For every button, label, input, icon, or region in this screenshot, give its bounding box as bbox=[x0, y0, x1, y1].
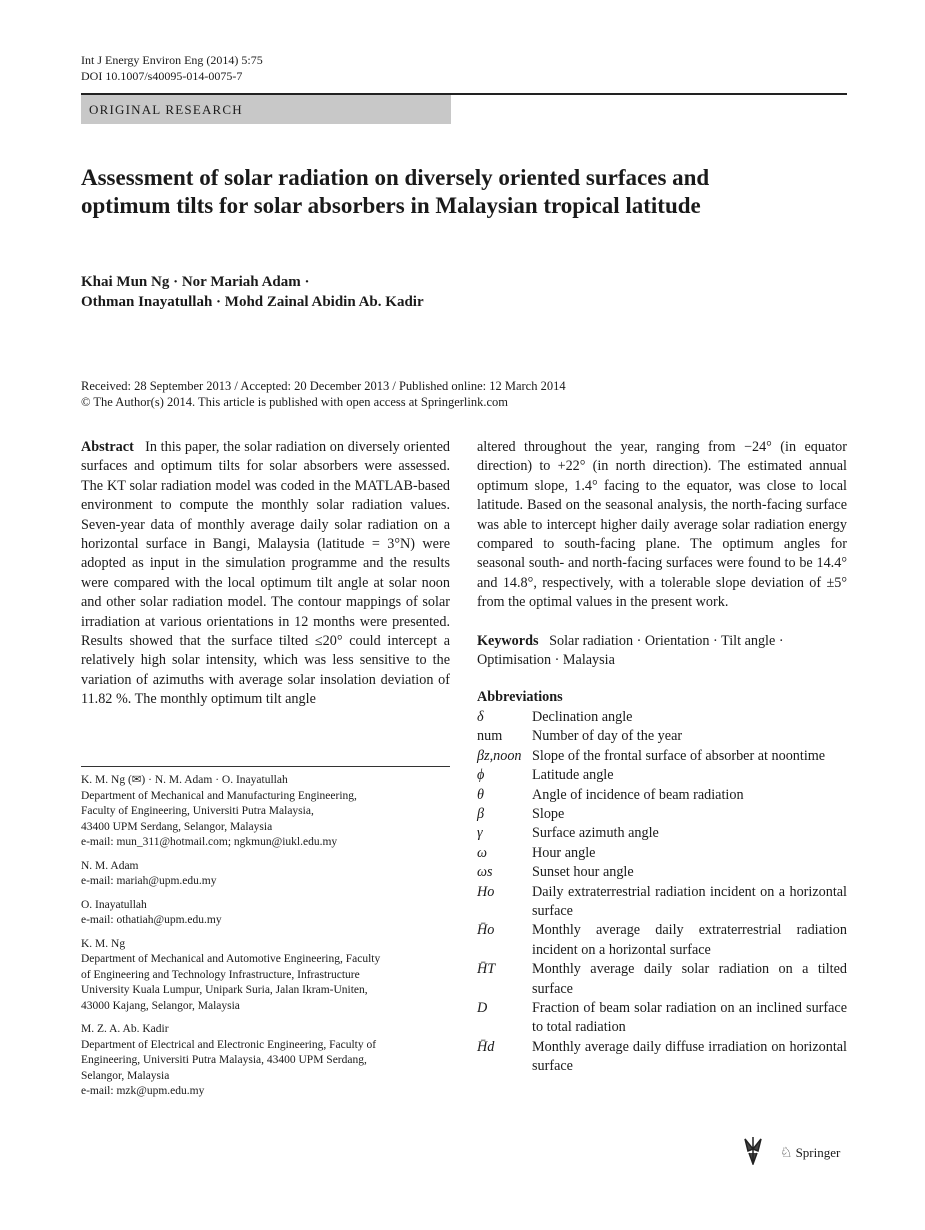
abbreviation-definition: Fraction of beam solar radiation on an inclined surface to total radiation bbox=[532, 999, 847, 1036]
affiliation-line: 43000 Kajang, Selangor, Malaysia bbox=[81, 999, 240, 1012]
abbreviation-symbol: H̄T bbox=[477, 961, 496, 978]
keywords-text: Solar radiation · Orientation · Tilt angle · Optimisation · Malaysia bbox=[477, 632, 784, 669]
abbreviation-definition: Latitude angle bbox=[532, 767, 614, 784]
abbreviation-symbol: β bbox=[477, 805, 485, 822]
abbreviation-row bbox=[477, 747, 847, 766]
abbreviation-row bbox=[477, 883, 847, 922]
affiliation-block bbox=[81, 1022, 450, 1100]
affiliation-line: Faculty of Engineering, Universiti Putra Malaysia, bbox=[81, 805, 314, 817]
abbreviation-symbol: γ bbox=[477, 825, 483, 842]
affiliation-line: Selangor, Malaysia bbox=[81, 1069, 170, 1082]
section-banner: ORIGINAL RESEARCH bbox=[81, 95, 451, 124]
affiliation-line: N. M. Adam bbox=[81, 859, 139, 872]
affiliation-block bbox=[81, 773, 450, 851]
affiliation-line: e-mail: othatiah@upm.edu.my bbox=[81, 914, 222, 926]
abstract-left bbox=[81, 438, 450, 710]
abbreviation-row bbox=[477, 766, 847, 785]
authors-line: Khai Mun Ng · Nor Mariah Adam · bbox=[81, 274, 310, 290]
abbreviation-row bbox=[477, 1038, 847, 1077]
abbreviation-row bbox=[477, 960, 847, 999]
affiliation-line: 43400 UPM Serdang, Selangor, Malaysia bbox=[81, 820, 273, 833]
abbreviation-definition: Monthly average daily solar radiation on a tilted surface bbox=[532, 961, 847, 997]
affiliation-line: M. Z. A. Ab. Kadir bbox=[81, 1023, 169, 1035]
abbreviation-symbol: βz,noon bbox=[477, 747, 522, 764]
abbreviation-symbol: δ bbox=[477, 708, 484, 725]
doi-line: DOI 10.1007/s40095-014-0075-7 bbox=[81, 69, 243, 83]
abbreviation-definition: Number of day of the year bbox=[532, 728, 683, 745]
abbreviation-symbol: Ho bbox=[477, 883, 495, 900]
affiliation-line: e-mail: mariah@upm.edu.my bbox=[81, 875, 217, 887]
abbreviation-definition: Monthly average daily diffuse irradiation on horizontal surface bbox=[532, 1038, 847, 1075]
abbreviation-row bbox=[477, 999, 847, 1038]
abbreviation-definition: Monthly average daily extraterrestrial radiation incident on a horizontal surface bbox=[532, 922, 847, 958]
right-column bbox=[477, 438, 847, 1077]
journal-line: Int J Energy Environ Eng (2014) 5:75 bbox=[81, 53, 263, 67]
abbreviation-symbol: H̄d bbox=[477, 1038, 495, 1055]
abbreviation-row bbox=[477, 844, 847, 863]
abbreviation-symbol: D bbox=[477, 999, 488, 1016]
abbreviation-definition: Slope of the frontal surface of absorber at noontime bbox=[532, 747, 826, 764]
abstract-label: Abstract bbox=[81, 439, 134, 455]
affiliation-line: K. M. Ng bbox=[81, 937, 126, 950]
journal-citation bbox=[81, 52, 263, 84]
abstract-continued: altered throughout the year, ranging from −24° (in equator direction) to +22° (in north direction). The estimated annual optimum slope, 1.4° facing to the equator, was close to local latitude. Based on the seasonal analysis, the north-facing surface was able to intercept higher daily average solar radiation energy compared to south-facing plane. The optimum angles for seasonal south- and north-facing surfaces were found to be 14.4° and 14.8°, respectively, with a tolerable slope deviation of ±5° from the optimal values in the present work. bbox=[477, 439, 847, 611]
abbreviation-row bbox=[477, 727, 847, 746]
affiliation-block bbox=[81, 898, 450, 929]
abbreviation-definition: Sunset hour angle bbox=[532, 864, 634, 881]
affiliation-line: e-mail: mzk@upm.edu.my bbox=[81, 1085, 205, 1097]
affiliation-block bbox=[81, 859, 450, 890]
abbreviation-symbol: ϕ bbox=[477, 767, 485, 784]
abbreviation-row bbox=[477, 786, 847, 805]
affiliation-line: e-mail: mun_311@hotmail.com; ngkmun@iukl.edu.my bbox=[81, 836, 338, 848]
abstract-text: In this paper, the solar radiation on diversely oriented surfaces and optimum tilts for solar absorbers were assessed. The KT solar radiation model was coded in the MATLAB-based environment to compute the monthly solar radiation values. Seven-year data of monthly average daily solar radiation on a horizontal surface in Bangi, Malaysia (latitude = 3°N) were adopted as input in the simulation programme and the results were compared with the local optimum tilt angle at solar noon and other solar radiation model. The contour mappings of solar irradiation at various orientations in 12 months were presented. Results showed that the surface tilted ≤20° could intercept a relatively high solar intensity, which was less sensitive to the variation of azimuths with average solar insolation deviation of 11.82 %. The monthly optimum tilt angle bbox=[81, 439, 450, 708]
affiliation-block bbox=[81, 937, 450, 1015]
publisher-name: Springer bbox=[795, 1145, 841, 1160]
publisher-footer bbox=[742, 1137, 840, 1169]
dates-line: Received: 28 September 2013 / Accepted: 20 December 2013 / Published online: 12 March 2014 bbox=[81, 379, 566, 393]
springer-horse-icon: ♘ bbox=[780, 1145, 793, 1161]
abbreviation-row bbox=[477, 824, 847, 843]
abbreviation-definition: Slope bbox=[532, 805, 565, 822]
affiliation-line: Department of Electrical and Electronic Engineering, Faculty of bbox=[81, 1038, 377, 1051]
affiliation-line: Engineering, Universiti Putra Malaysia, 43400 UPM Serdang, bbox=[81, 1054, 367, 1066]
abbreviation-row bbox=[477, 921, 847, 960]
publication-dates bbox=[81, 378, 841, 410]
affiliation-line: Department of Mechanical and Manufacturing Engineering, bbox=[81, 789, 357, 802]
abbreviation-row bbox=[477, 708, 847, 727]
abbreviation-symbol: ω bbox=[477, 844, 488, 861]
abbreviation-row bbox=[477, 863, 847, 882]
paper-title: Assessment of solar radiation on diversely oriented surfaces and optimum tilts for solar absorbers in Malaysian tropical latitude bbox=[81, 165, 710, 218]
footnote-rule bbox=[81, 766, 450, 767]
affiliation-line: Department of Mechanical and Automotive Engineering, Faculty bbox=[81, 953, 381, 965]
affiliation-line: K. M. Ng (✉) · N. M. Adam · O. Inayatullah bbox=[81, 774, 288, 786]
authors-line: Othman Inayatullah · Mohd Zainal Abidin Ab. Kadir bbox=[81, 294, 424, 310]
affiliations bbox=[81, 773, 450, 1108]
abbreviation-definition: Hour angle bbox=[532, 844, 596, 861]
abbreviations-list bbox=[477, 708, 847, 1077]
iaeee-logo bbox=[742, 1137, 764, 1169]
abbreviation-symbol: θ bbox=[477, 786, 484, 803]
abbreviation-definition: Surface azimuth angle bbox=[532, 825, 659, 842]
abbreviation-definition: Daily extraterrestrial radiation incident on a horizontal surface bbox=[532, 883, 847, 919]
affiliation-line: O. Inayatullah bbox=[81, 898, 147, 911]
affiliation-line: University Kuala Lumpur, Unipark Suria, Jalan Ikram-Uniten, bbox=[81, 984, 368, 996]
abbreviation-symbol: num bbox=[477, 728, 503, 745]
author-list bbox=[81, 272, 781, 312]
keywords bbox=[477, 632, 847, 671]
abbreviation-symbol: H̄o bbox=[477, 922, 495, 939]
abbreviation-symbol: ωs bbox=[477, 864, 493, 881]
abbreviation-definition: Declination angle bbox=[532, 708, 633, 725]
abbreviation-row bbox=[477, 805, 847, 824]
keywords-label: Keywords bbox=[477, 632, 539, 649]
abbreviations-title: Abbreviations bbox=[477, 689, 563, 706]
open-access-line: © The Author(s) 2014. This article is published with open access at Springerlink.com bbox=[81, 395, 509, 409]
affiliation-line: of Engineering and Technology Infrastructure, Infrastructure bbox=[81, 968, 360, 981]
abbreviation-definition: Angle of incidence of beam radiation bbox=[532, 786, 744, 803]
